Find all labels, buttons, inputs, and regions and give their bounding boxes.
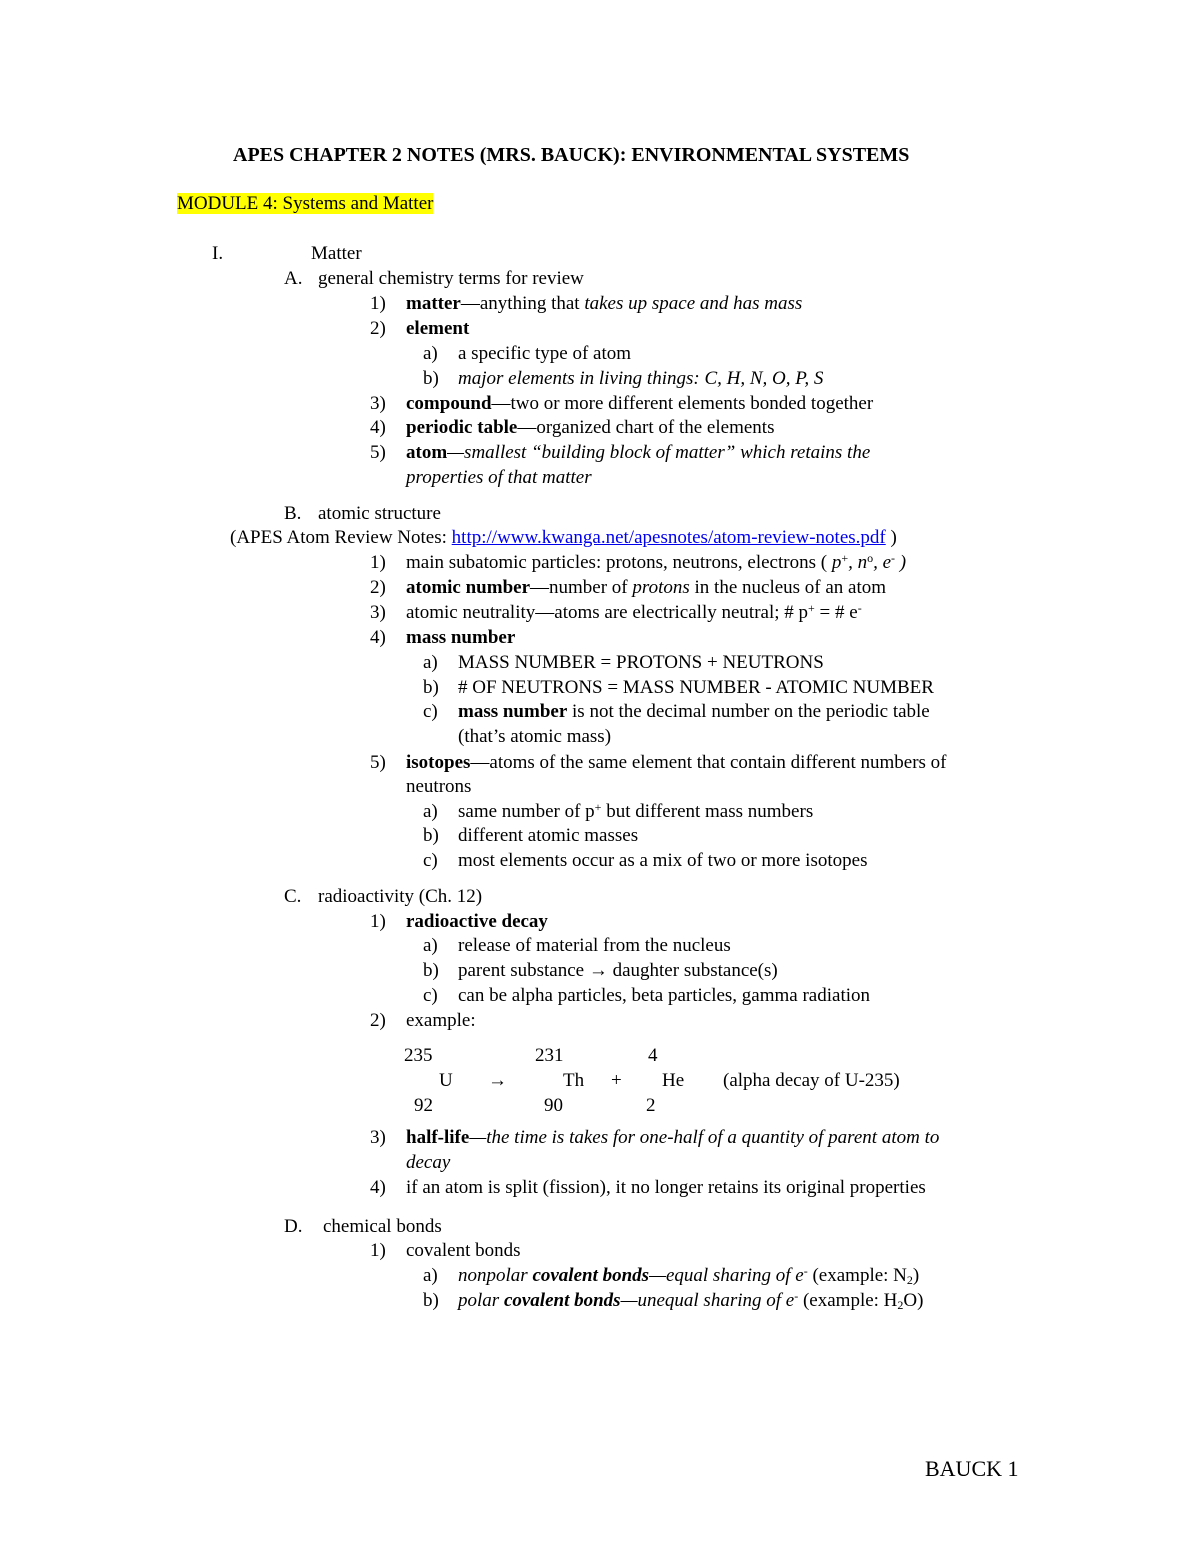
- arrow-icon: →: [588, 960, 608, 981]
- sublist-item: # OF NEUTRONS = MASS NUMBER - ATOMIC NUMBER: [458, 677, 934, 698]
- equation-symbol: Th: [563, 1070, 585, 1091]
- sublist-item: can be alpha particles, beta particles, gamma radiation: [458, 985, 871, 1006]
- sublist-letter: b): [423, 825, 439, 846]
- list-item: atomic number—number of protons in the nucleus of an atom: [406, 577, 887, 598]
- sublist-item: different atomic masses: [458, 825, 639, 846]
- subsection-title: chemical bonds: [323, 1216, 442, 1237]
- equation-atomic-number: 92: [414, 1095, 433, 1116]
- list-number: 1): [370, 552, 386, 573]
- list-item: matter—anything that takes up space and has mass: [406, 293, 803, 314]
- list-item: if an atom is split (fission), it no longer retains its original properties: [406, 1177, 926, 1198]
- list-number: 4): [370, 1177, 386, 1198]
- sublist-item: mass number is not the decimal number on the periodic table: [458, 701, 930, 722]
- subsection-title: general chemistry terms for review: [318, 268, 584, 289]
- sublist-item: release of material from the nucleus: [458, 935, 731, 956]
- sublist-letter: b): [423, 677, 439, 698]
- page-title: APES CHAPTER 2 NOTES (MRS. BAUCK): ENVIRONMENTAL SYSTEMS: [233, 144, 910, 166]
- equation-atomic-number: 90: [544, 1095, 563, 1116]
- list-item: example:: [406, 1010, 476, 1031]
- list-item: radioactive decay: [406, 911, 548, 932]
- list-number: 5): [370, 442, 386, 463]
- equation-mass-number: 235: [404, 1045, 433, 1066]
- sublist-item: MASS NUMBER = PROTONS + NEUTRONS: [458, 652, 824, 673]
- equation-mass-number: 4: [648, 1045, 658, 1066]
- list-number: 2): [370, 577, 386, 598]
- sublist-item: same number of p+ but different mass numbers: [458, 800, 814, 822]
- list-item: atomic neutrality—atoms are electrically neutral; # p+ = # e-: [406, 601, 862, 623]
- list-number: 4): [370, 417, 386, 438]
- subsection-number: A.: [284, 268, 303, 289]
- sublist-letter: b): [423, 368, 439, 389]
- equation-atomic-number: 2: [646, 1095, 656, 1116]
- list-item: element: [406, 318, 470, 339]
- subsection-number: D.: [284, 1216, 303, 1237]
- review-notes-line: (APES Atom Review Notes: http://www.kwanga.net/apesnotes/atom-review-notes.pdf ): [230, 527, 897, 548]
- list-item: mass number: [406, 627, 516, 648]
- sublist-item: polar covalent bonds—unequal sharing of e- (example: $H_2O$): [458, 1289, 924, 1312]
- list-number: 3): [370, 602, 386, 623]
- list-number: 5): [370, 752, 386, 773]
- list-number: 1): [370, 293, 386, 314]
- sublist-letter: c): [423, 985, 438, 1006]
- sublist-letter: b): [423, 960, 439, 981]
- equation-arrow-icon: →: [488, 1070, 507, 1091]
- sublist-item: most elements occur as a mix of two or more isotopes: [458, 850, 868, 871]
- list-item: isotopes—atoms of the same element that contain different numbers of: [406, 752, 947, 773]
- sublist-item: nonpolar covalent bonds—equal sharing of e- (example: $N_2$): [458, 1264, 920, 1287]
- sublist-letter: c): [423, 701, 438, 722]
- subsection-title: atomic structure: [318, 503, 441, 524]
- sublist-item: a specific type of atom: [458, 343, 632, 364]
- list-item: half-life—the time is takes for one-half of a quantity of parent atom to: [406, 1127, 940, 1148]
- sublist-item-continued: (that’s atomic mass): [458, 726, 612, 747]
- equation-symbol: He: [662, 1070, 685, 1091]
- subsection-title: radioactivity (Ch. 12): [318, 886, 483, 907]
- module-label: MODULE 4: Systems and Matter: [177, 193, 434, 214]
- list-item: atom—smallest “building block of matter” which retains the: [406, 442, 871, 463]
- sublist-letter: a): [423, 935, 438, 956]
- list-item: main subatomic particles: protons, neutrons, electrons ( p+, $n^o$, e- ): [406, 551, 907, 573]
- sublist-item: parent substance → daughter substance(s): [458, 960, 778, 981]
- list-number: 3): [370, 393, 386, 414]
- list-item-continued: properties of that matter: [406, 467, 592, 488]
- list-item: covalent bonds: [406, 1240, 521, 1261]
- list-number: 4): [370, 627, 386, 648]
- page-footer: BAUCK 1: [925, 1456, 1019, 1481]
- list-number: 2): [370, 1010, 386, 1031]
- list-number: 1): [370, 911, 386, 932]
- list-item: compound—two or more different elements bonded together: [406, 393, 874, 414]
- subsection-number: B.: [284, 503, 302, 524]
- equation-note: (alpha decay of U-235): [723, 1070, 900, 1091]
- list-item-continued: neutrons: [406, 776, 472, 797]
- list-number: 3): [370, 1127, 386, 1148]
- sublist-letter: a): [423, 652, 438, 673]
- sublist-item: major elements in living things: C, H, N, O, P, S: [458, 368, 824, 389]
- module-heading: [177, 192, 433, 216]
- list-item: periodic table—organized chart of the elements: [406, 417, 775, 438]
- sublist-letter: b): [423, 1290, 439, 1311]
- sublist-letter: a): [423, 801, 438, 822]
- sublist-letter: a): [423, 1265, 438, 1286]
- section-number: I.: [212, 243, 224, 264]
- subsection-number: C.: [284, 886, 302, 907]
- list-item-continued: decay: [406, 1152, 451, 1173]
- sublist-letter: c): [423, 850, 438, 871]
- list-number: 2): [370, 318, 386, 339]
- sublist-letter: a): [423, 343, 438, 364]
- equation-mass-number: 231: [535, 1045, 564, 1066]
- equation-symbol: U: [439, 1070, 453, 1091]
- equation-plus: +: [611, 1070, 622, 1091]
- list-number: 1): [370, 1240, 386, 1261]
- section-title: Matter: [311, 243, 362, 264]
- review-notes-link[interactable]: http://www.kwanga.net/apesnotes/atom-review-notes.pdf: [451, 527, 886, 548]
